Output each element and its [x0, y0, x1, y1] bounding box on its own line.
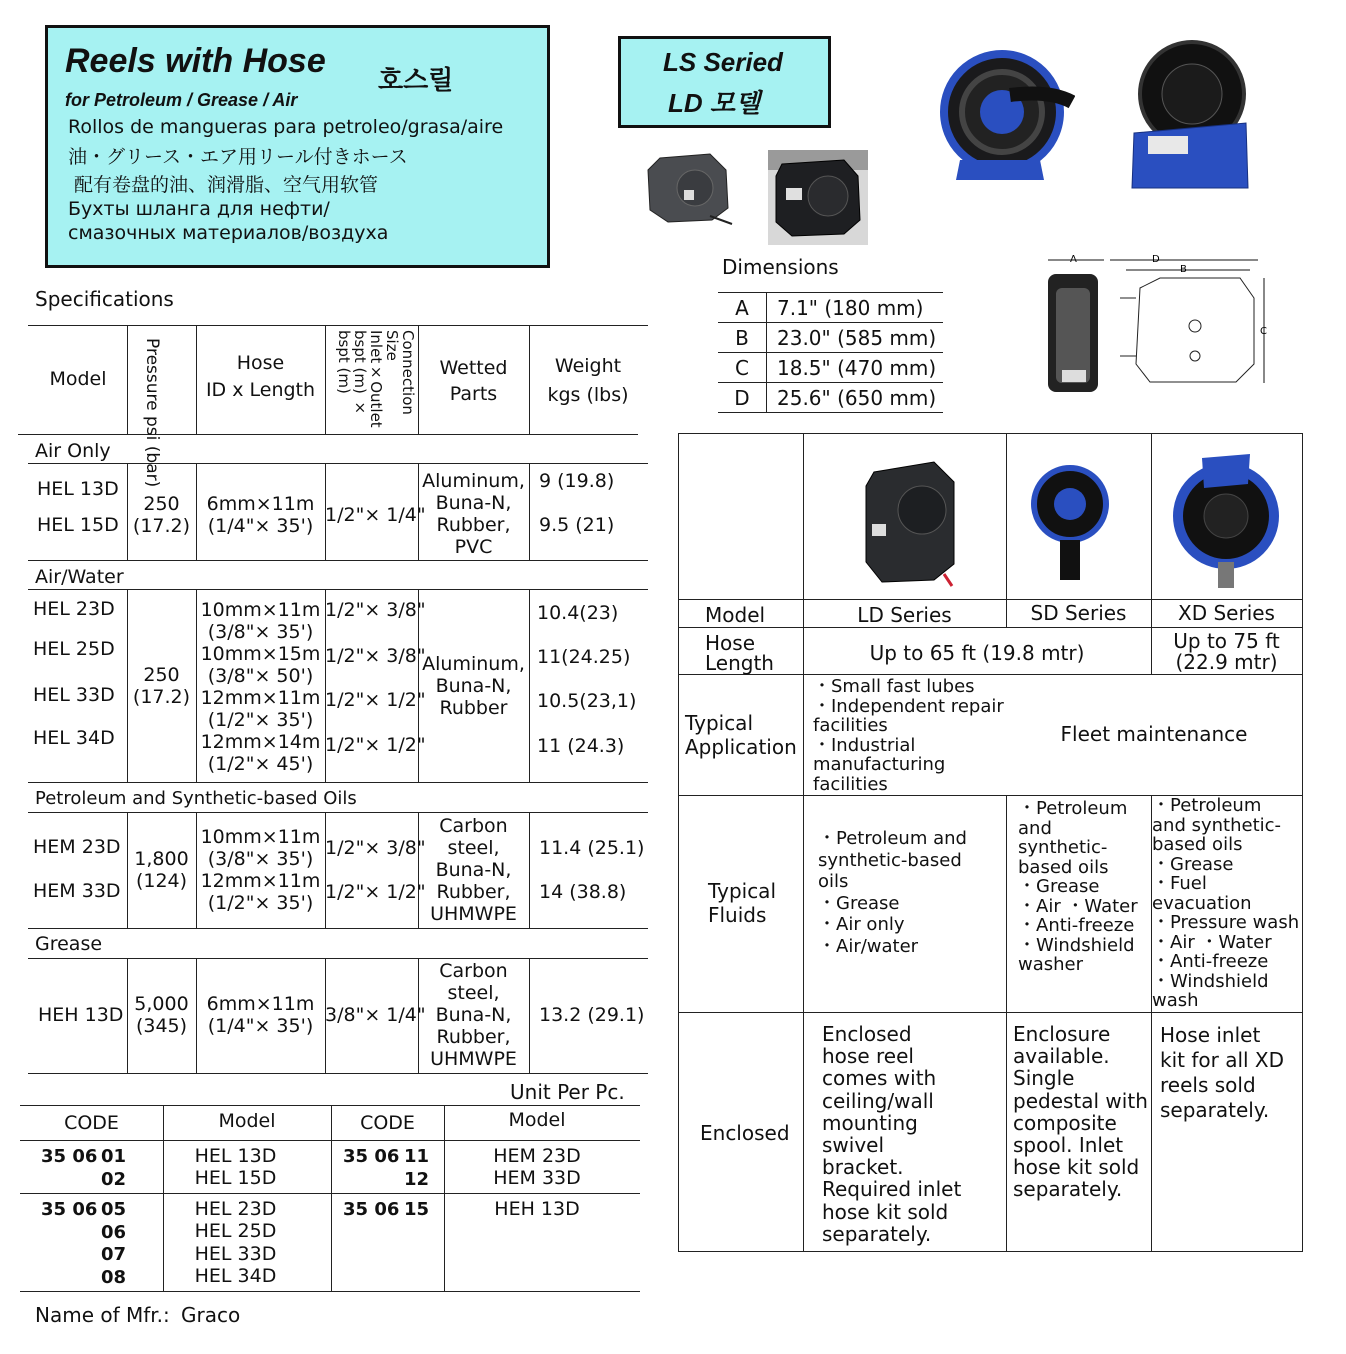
list-item: ・Independent repair [813, 695, 1004, 717]
table-cell: 10mm×15m [200, 643, 321, 665]
table-cell: Carbon [439, 960, 508, 982]
code-suffix: 07 [101, 1244, 127, 1265]
table-cell: 250 [143, 664, 180, 686]
code-model: HEH 13D [494, 1198, 580, 1220]
sd-reel-photo [940, 40, 1075, 190]
table-cell: (1/4"× 35') [207, 1015, 314, 1037]
table-cell: 1/2"× 1/2" [325, 689, 426, 711]
group-oil-title: Petroleum and Synthetic-based Oils [35, 788, 357, 809]
table-cell: (17.2) [132, 686, 191, 708]
dimension-drawing [1040, 248, 1278, 398]
text-line: Single [1013, 1066, 1075, 1091]
list-item: facilities [813, 715, 888, 736]
table-cell: (17.2) [132, 515, 191, 537]
list-item: ・Air ・Water [1152, 931, 1272, 953]
list-item: ・Windshield [1152, 970, 1269, 992]
table-cell: HEH 13D [38, 1004, 124, 1026]
table-cell: (3/8"× 50') [207, 665, 314, 687]
table-cell: UHMWPE [430, 1048, 517, 1070]
header-wetted-1: Wetted [439, 357, 508, 379]
code-model: HEL 15D [194, 1167, 277, 1189]
dimension-row [718, 323, 943, 353]
group-air-title: Air Only [35, 440, 111, 462]
title-line-japanese: 油・グリース・エア用リール付きホース [68, 146, 408, 168]
list-item: ・Anti-freeze [1018, 915, 1135, 936]
list-item: ・Small fast lubes [813, 676, 975, 697]
table-cell: 11.4 (25.1) [539, 837, 645, 859]
page-subtitle: for Petroleum / Grease / Air [65, 90, 298, 110]
text-line: kit for all XD [1160, 1048, 1285, 1072]
table-cell: HEL 34D [33, 727, 115, 749]
comparison-label-application-1: Typical [685, 711, 753, 735]
header-pressure: Pressure psi (bar) [142, 338, 162, 488]
table-cell: PVC [454, 536, 493, 558]
page-title-korean: 호스릴 [378, 66, 454, 96]
manufacturer-label: Name of Mfr.: [35, 1303, 170, 1327]
list-item: ・Petroleum [1018, 798, 1128, 819]
enclosed-ld [822, 1023, 961, 1245]
series-box [618, 36, 831, 128]
table-cell: 1/2"× 1/4" [325, 504, 426, 526]
xd-series-photo [1172, 444, 1282, 590]
table-cell: 14 (38.8) [539, 881, 627, 903]
group-water-title: Air/Water [35, 566, 124, 588]
dimension-row [718, 383, 943, 413]
code-prefix: 35 06 [343, 1199, 400, 1220]
comparison-label-fluids-1: Typical [708, 879, 776, 903]
table-cell: 9.5 (21) [539, 514, 615, 536]
table-cell: 12mm×11m [200, 687, 321, 709]
list-item: ・Industrial [813, 734, 916, 756]
text-line: swivel [822, 1133, 885, 1158]
specifications-title: Specifications [35, 287, 174, 311]
table-cell: HEM 33D [33, 880, 121, 902]
list-item: evacuation [1152, 892, 1252, 914]
table-cell: 1/2"× 1/2" [325, 881, 426, 903]
code-prefix: 35 06 [343, 1146, 400, 1167]
drawing-label-a: A [1070, 254, 1077, 265]
table-cell: 12mm×14m [200, 731, 321, 753]
list-item: based oils [1018, 856, 1109, 878]
title-line-chinese: 配有卷盘的油、润滑脂、空气用软管 [74, 174, 379, 196]
table-cell: HEM 23D [33, 836, 121, 858]
code-model: HEM 33D [493, 1167, 581, 1189]
dimensions-table [718, 292, 943, 413]
header-weight-2: kgs (lbs) [547, 384, 629, 406]
table-cell: 10.4(23) [537, 602, 619, 624]
table-cell: 10.5(23,1) [537, 690, 637, 712]
title-line-spanish: Rollos de mangueras para petroleo/grasa/aire [68, 116, 504, 138]
dimension-value: 7.1" (180 mm) [767, 293, 944, 323]
table-cell: Rubber, [436, 514, 511, 536]
drawing-label-c: C [1260, 326, 1267, 337]
code-suffix: 15 [404, 1199, 430, 1220]
enclosed-xd [1160, 1023, 1284, 1123]
text-line: Hose inlet [1160, 1023, 1261, 1047]
table-cell: Rubber, [436, 1026, 511, 1048]
code-suffix: 12 [404, 1169, 430, 1190]
text-line: ceiling/wall [822, 1088, 934, 1113]
table-cell: (1/2"× 35') [207, 709, 314, 731]
table-cell: HEL 13D [37, 478, 119, 500]
table-cell: 9 (19.8) [539, 470, 615, 492]
series-line-1: LS Seried [663, 47, 783, 77]
unit-label: Unit Per Pc. [510, 1080, 625, 1104]
text-line: separately. [1160, 1098, 1270, 1122]
table-cell: (1/2"× 45') [207, 753, 314, 775]
code-header: Model [508, 1109, 566, 1131]
dimension-key: A [718, 293, 767, 323]
list-item: ・Petroleum and [818, 828, 967, 849]
list-item: ・Grease [818, 892, 900, 914]
table-cell: 1,800 [134, 848, 189, 870]
hose-length-xd-1: Up to 75 ft [1173, 629, 1280, 653]
fluids-sd [1018, 799, 1138, 975]
list-item: oils [818, 871, 849, 893]
list-item: ・Anti-freeze [1152, 951, 1269, 972]
dimension-value: 23.0" (585 mm) [767, 323, 944, 353]
list-item: ・Pressure wash [1152, 912, 1300, 933]
application-sd-xd: Fleet maintenance [1060, 722, 1248, 746]
table-cell: Buna-N, [435, 859, 512, 881]
list-item: ・Air/water [818, 935, 919, 957]
text-line: pedestal with [1013, 1088, 1148, 1113]
table-cell: HEL 25D [33, 638, 115, 660]
text-line: bracket. [822, 1155, 904, 1180]
code-header: CODE [64, 1112, 119, 1134]
table-cell: HEL 15D [37, 514, 119, 536]
list-item: ・Grease [1152, 853, 1234, 875]
table-cell: 3/8"× 1/4" [325, 1004, 426, 1026]
table-cell: steel, [447, 837, 500, 859]
sd-series-photo [1030, 444, 1110, 590]
table-cell: (1/4"× 35') [207, 515, 314, 537]
dimension-row [718, 293, 943, 323]
table-cell: HEL 33D [33, 684, 115, 706]
table-cell: Aluminum, [422, 653, 525, 675]
header-hose-1: Hose [236, 352, 285, 374]
table-cell: Carbon [439, 815, 508, 837]
list-item: and synthetic- [1152, 814, 1282, 836]
series-line-2: LD 모델 [668, 88, 761, 118]
hose-length-xd-2: (22.9 mtr) [1175, 650, 1278, 674]
text-line: composite [1013, 1110, 1117, 1135]
text-line: reels sold [1160, 1073, 1256, 1097]
table-cell: 5,000 [134, 993, 189, 1015]
manufacturer-name: Graco [181, 1303, 241, 1327]
text-line: hose kit sold [1013, 1155, 1140, 1180]
table-cell: UHMWPE [430, 903, 517, 925]
comparison-label-application-2: Application [685, 735, 797, 759]
text-line: hose reel [822, 1044, 914, 1069]
series-name-ld: LD Series [857, 603, 952, 627]
comparison-label-hose-1: Hose [705, 631, 755, 655]
table-cell: Buna-N, [435, 492, 512, 514]
table-cell: HEL 23D [33, 598, 115, 620]
dimension-value: 18.5" (470 mm) [767, 353, 944, 383]
code-model: HEL 33D [194, 1243, 277, 1265]
list-item: manufacturing [813, 754, 946, 775]
header-weight-1: Weight [554, 355, 622, 377]
fluids-xd [1152, 796, 1299, 1011]
list-item: based oils [1152, 834, 1243, 855]
title-line-russian-1: Бухты шланга для нефти/ [68, 198, 330, 220]
table-cell: (124) [135, 870, 188, 892]
text-line: hose kit sold [822, 1199, 949, 1224]
table-cell: Aluminum, [422, 470, 525, 492]
title-box [45, 25, 550, 268]
table-cell: 13.2 (29.1) [539, 1004, 645, 1026]
table-cell: 10mm×11m [200, 826, 321, 848]
code-suffix: 01 [101, 1146, 127, 1167]
text-line: separately. [822, 1221, 932, 1246]
list-item: synthetic- [1018, 837, 1108, 858]
table-cell: steel, [447, 982, 500, 1004]
table-cell: 1/2"× 3/8" [325, 599, 426, 621]
text-line: available. [1013, 1044, 1110, 1069]
table-cell: (3/8"× 35') [207, 848, 314, 870]
code-model: HEL 23D [194, 1198, 277, 1220]
dimension-key: C [718, 353, 767, 383]
comparison-label-model: Model [705, 603, 766, 627]
table-cell: (1/2"× 35') [207, 892, 314, 914]
header-wetted-2: Parts [449, 383, 498, 405]
list-item: ・Petroleum [1152, 795, 1262, 816]
code-prefix: 35 06 [41, 1199, 98, 1220]
application-ld [813, 677, 1004, 794]
header-connection: Connection Size Inlet×Outlet bspt (m) × bspt (m) [335, 330, 417, 428]
list-item: ・Grease [1018, 876, 1100, 897]
dimensions-title: Dimensions [722, 255, 839, 279]
list-item: ・Windshield [1018, 934, 1135, 956]
series-name-sd: SD Series [1030, 601, 1127, 625]
table-cell: 6mm×11m [206, 493, 315, 515]
table-cell: Rubber [439, 697, 508, 719]
code-model: HEL 34D [194, 1265, 277, 1287]
text-line: spool. Inlet [1013, 1133, 1124, 1158]
code-suffix: 08 [101, 1267, 127, 1288]
dimension-key: B [718, 323, 767, 353]
code-suffix: 05 [101, 1199, 127, 1220]
series-name-xd: XD Series [1178, 601, 1275, 625]
comparison-label-fluids-2: Fluids [708, 903, 767, 927]
text-line: separately. [1013, 1177, 1123, 1202]
list-item: and [1018, 817, 1052, 839]
table-cell: Buna-N, [435, 1004, 512, 1026]
header-hose-2: ID x Length [205, 379, 316, 401]
table-cell: 12mm×11m [200, 870, 321, 892]
dimension-row [718, 353, 943, 383]
drawing-label-d: D [1152, 254, 1160, 265]
fluids-ld [818, 828, 967, 958]
table-cell: 1/2"× 3/8" [325, 645, 426, 667]
table-cell: Rubber, [436, 881, 511, 903]
table-cell: (345) [135, 1015, 188, 1037]
list-item: wash [1152, 990, 1199, 1011]
code-suffix: 11 [404, 1146, 430, 1167]
comparison-label-enclosed: Enclosed [700, 1121, 790, 1145]
text-line: mounting [822, 1110, 918, 1135]
list-item: washer [1018, 954, 1084, 975]
dimension-key: D [718, 383, 767, 413]
page-title: Reels with Hose [65, 42, 326, 80]
enclosed-sd [1013, 1023, 1148, 1201]
code-header: Model [218, 1110, 276, 1132]
text-line: Enclosure [1013, 1022, 1111, 1046]
text-line: Enclosed [822, 1022, 912, 1046]
ld-series-photo [860, 452, 960, 588]
xd-reel-photo [1128, 38, 1253, 193]
table-cell: 1/2"× 3/8" [325, 837, 426, 859]
list-item: facilities [813, 773, 888, 795]
ld-reel-photo-small [640, 150, 735, 228]
comparison-label-hose-2: Length [705, 651, 774, 675]
dimension-value: 25.6" (650 mm) [767, 383, 944, 413]
group-grease-title: Grease [35, 933, 103, 955]
code-prefix: 35 06 [41, 1146, 98, 1167]
code-model: HEM 23D [493, 1145, 581, 1167]
table-cell: 1/2"× 1/2" [325, 734, 426, 756]
code-model: HEL 25D [194, 1220, 277, 1242]
table-cell: 11(24.25) [537, 646, 631, 668]
list-item: ・Fuel [1152, 873, 1207, 894]
header-model: Model [49, 368, 107, 390]
code-header: CODE [360, 1112, 415, 1134]
title-line-russian-2: смазочных материалов/воздуха [68, 222, 389, 244]
table-cell: 10mm×11m [200, 599, 321, 621]
ld-reel-photo-mounted [768, 150, 868, 245]
text-line: Required inlet [822, 1177, 962, 1202]
code-model: HEL 13D [194, 1145, 277, 1167]
table-cell: 6mm×11m [206, 993, 315, 1015]
hose-length-ld-sd: Up to 65 ft (19.8 mtr) [869, 641, 1085, 665]
table-cell: Buna-N, [435, 675, 512, 697]
list-item: ・Air only [818, 914, 905, 936]
code-suffix: 02 [101, 1169, 127, 1190]
code-suffix: 06 [101, 1222, 127, 1243]
list-item: synthetic-based [818, 849, 962, 871]
table-cell: 250 [143, 493, 180, 515]
text-line: comes with [822, 1066, 937, 1091]
table-cell: 11 (24.3) [537, 735, 625, 757]
table-cell: (3/8"× 35') [207, 621, 314, 643]
drawing-label-b: B [1180, 264, 1187, 275]
list-item: ・Air ・Water [1018, 895, 1138, 917]
